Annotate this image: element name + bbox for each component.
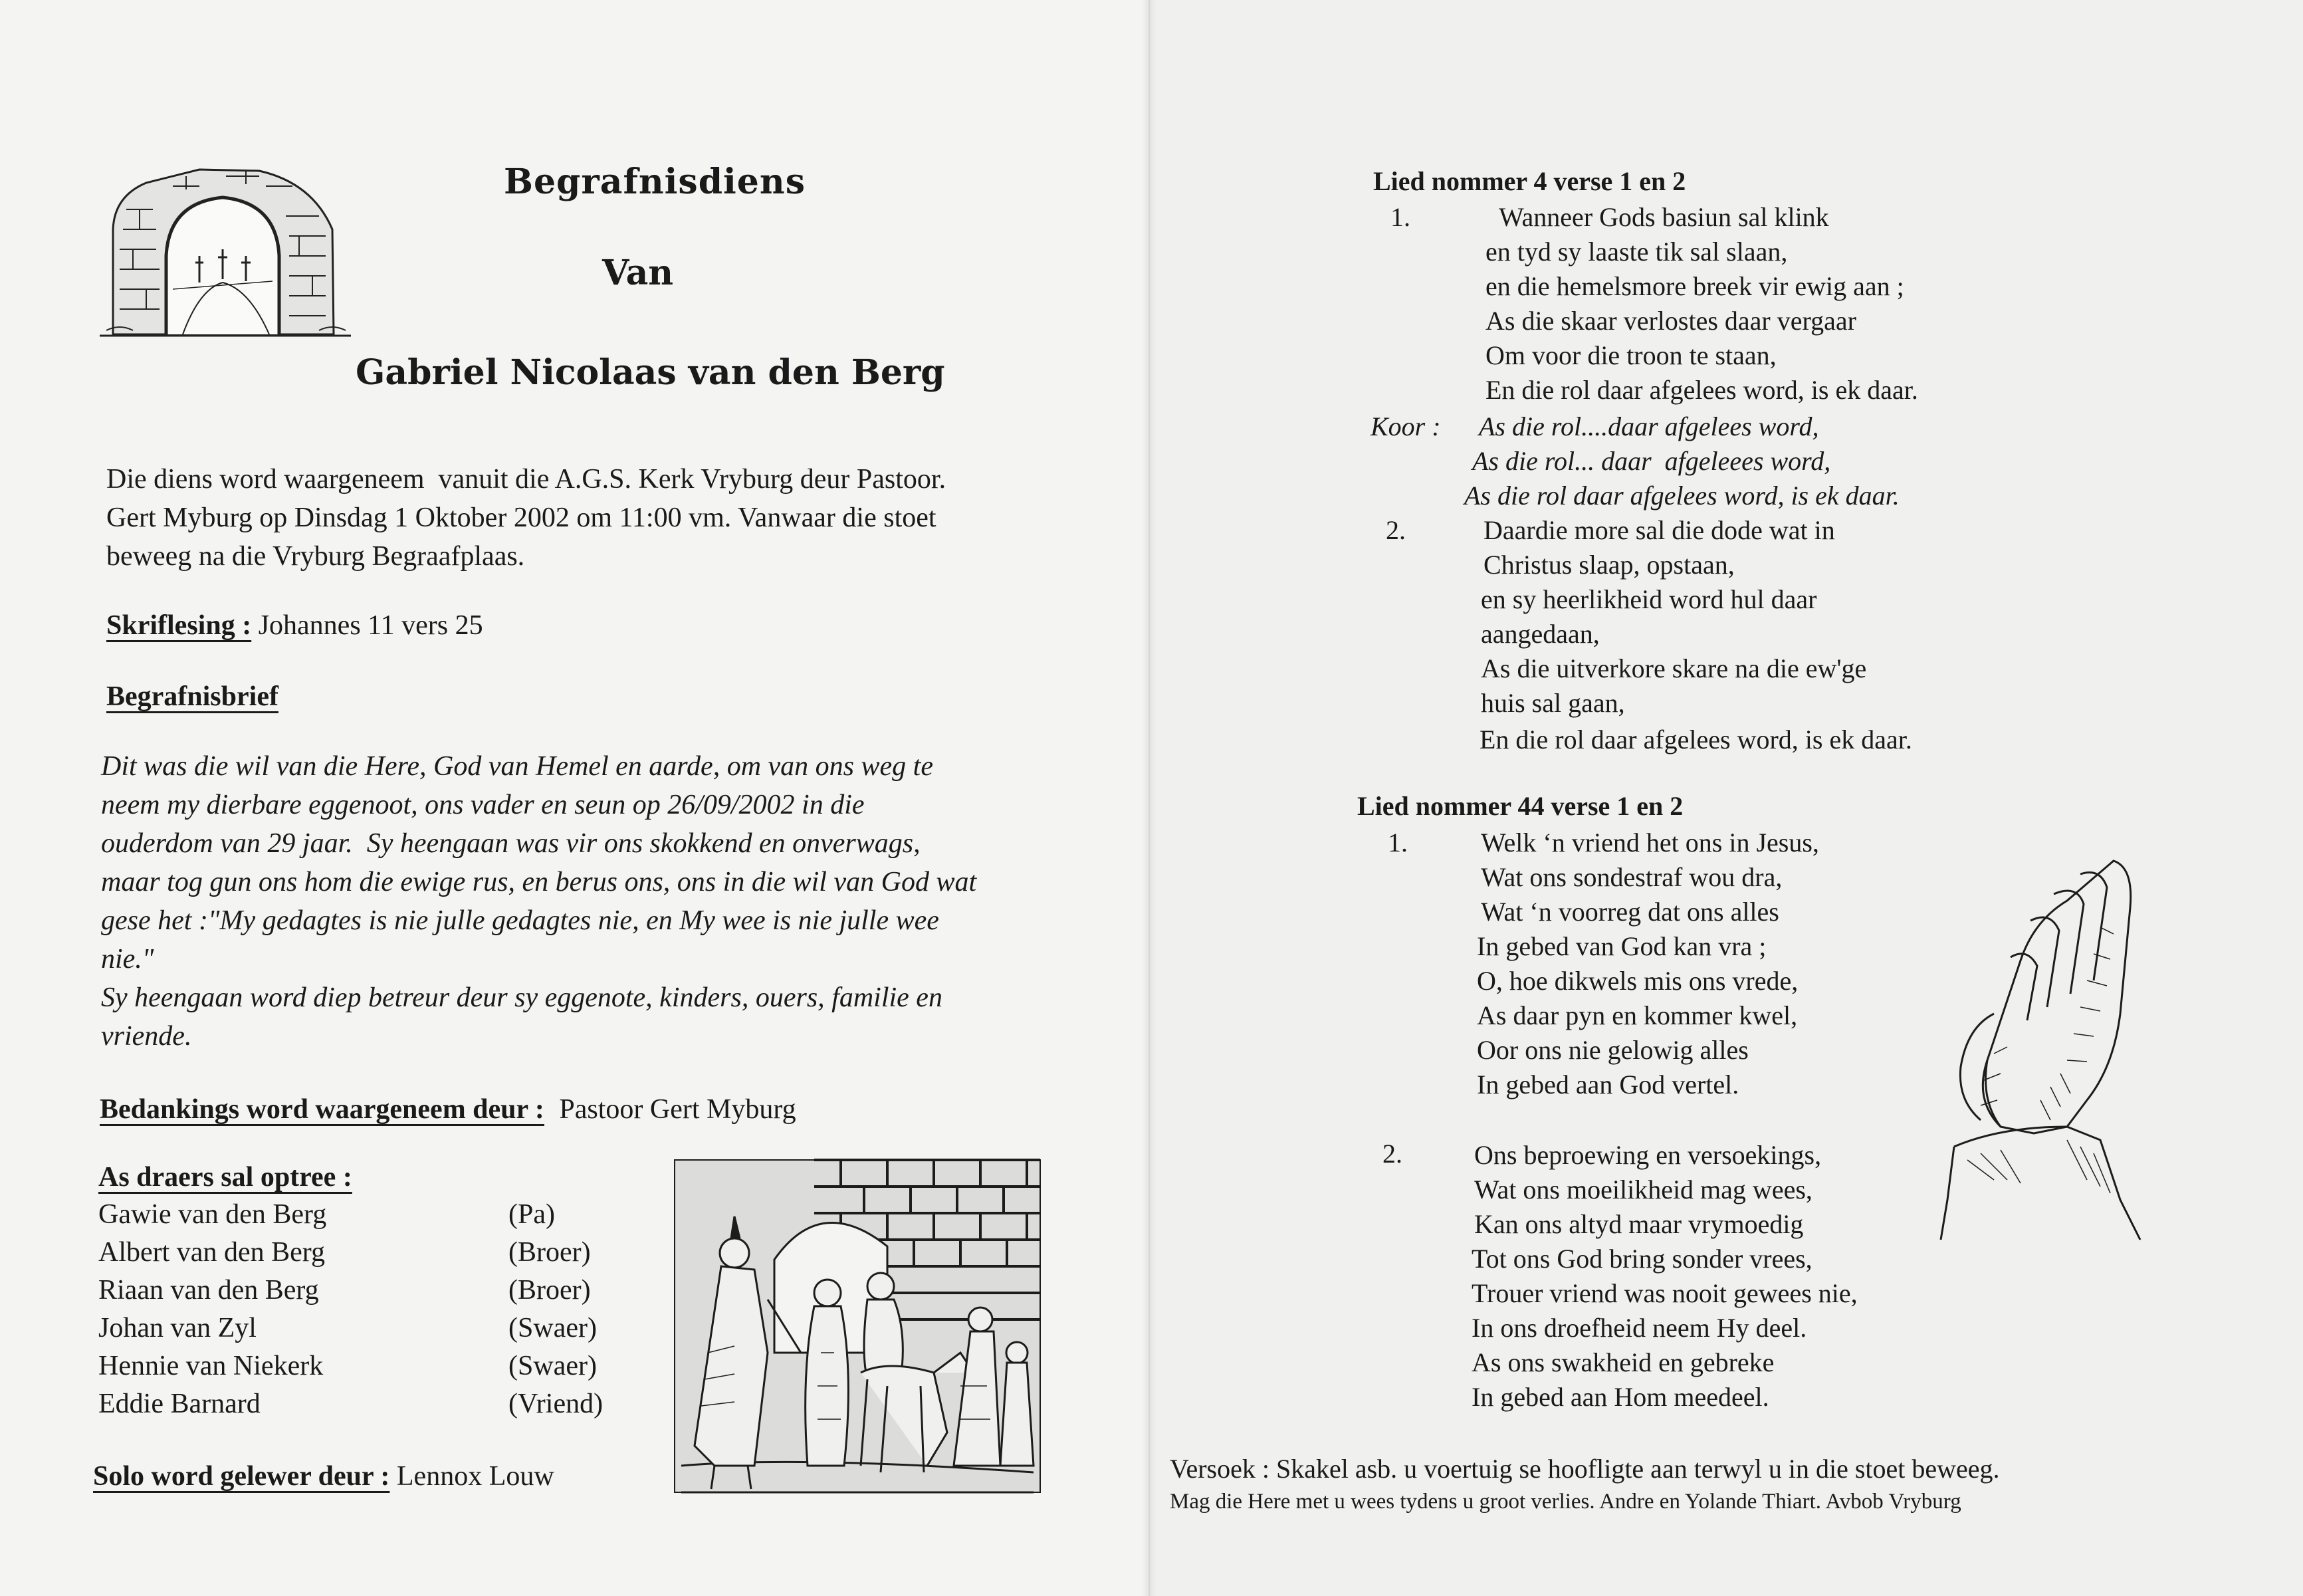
- intro-line: beweeg na die Vryburg Begraafplaas.: [106, 541, 525, 572]
- scripture-value: Johannes 11 vers 25: [258, 610, 483, 641]
- hymn-line: As ons swakheid en gebreke: [1472, 1347, 1775, 1377]
- bearer-name: Riaan van den Berg: [98, 1275, 319, 1306]
- bearer-name: Eddie Barnard: [98, 1389, 261, 1419]
- hymn-line: As die uitverkore skare na die ew'ge: [1481, 653, 1867, 683]
- hymn1-title: Lied nommer 4 verse 1 en 2: [1373, 166, 1686, 196]
- letter-line: neem my dierbare eggenoot, ons vader en seun op 26/09/2002 in die: [101, 790, 865, 820]
- letter-heading: Begrafnisbrief: [106, 681, 278, 712]
- bearer-relation: (Pa): [508, 1199, 555, 1230]
- hymn-line: As daar pyn en kommer kwel,: [1477, 1000, 1798, 1030]
- hymn-line: Christus slaap, opstaan,: [1483, 550, 1735, 580]
- letter-line: ouderdom van 29 jaar. Sy heengaan was vir ons skokkend en onverwags,: [101, 828, 921, 859]
- hymn-line: In ons droefheid neem Hy deel.: [1472, 1313, 1807, 1343]
- hymn-line: Wanneer Gods basiun sal klink: [1499, 202, 1829, 232]
- thanks-line: [100, 1095, 796, 1123]
- hymn-line: en die hemelsmore breek vir ewig aan ;: [1485, 271, 1904, 301]
- hymn-line: Oor ons nie gelowig alles: [1477, 1035, 1749, 1065]
- van-line: Van: [602, 253, 674, 293]
- chorus-line: As die rol daar afgelees word, is ek daar.: [1464, 481, 1900, 511]
- hymn-line: Om voor die troon te staan,: [1485, 340, 1777, 370]
- scripture-label: Skriflesing :: [106, 610, 252, 641]
- bearer-name: Albert van den Berg: [98, 1237, 325, 1268]
- letter-line: gese het :"My gedagtes is nie julle gedagtes nie, en My wee is nie julle wee: [101, 905, 939, 936]
- bearers-heading: As draers sal optree :: [98, 1162, 352, 1193]
- blessing-line: Mag die Here met u wees tydens u groot verlies. Andre en Yolande Thiart. Avbob Vryburg: [1170, 1490, 1961, 1514]
- hymn-line: Wat ons moeilikheid mag wees,: [1474, 1175, 1812, 1204]
- hymn2-title: Lied nommer 44 verse 1 en 2: [1357, 791, 1684, 821]
- intro-line: Gert Myburg op Dinsdag 1 Oktober 2002 om 11:00 vm. Vanwaar die stoet: [106, 503, 936, 533]
- hymn1-verse1-number: 1.: [1390, 202, 1410, 232]
- hymn-line: In gebed aan Hom meedeel.: [1472, 1382, 1769, 1412]
- thanks-value: Pastoor Gert Myburg: [559, 1094, 796, 1125]
- bearer-relation: (Broer): [508, 1275, 591, 1306]
- hymn-line: en sy heerlikheid word hul daar: [1481, 584, 1817, 614]
- letter-line: vriende.: [101, 1021, 192, 1052]
- hymn-line: Daardie more sal die dode wat in: [1483, 515, 1835, 545]
- hymn-line: As die skaar verlostes daar vergaar: [1485, 306, 1856, 336]
- request-line: Versoek : Skakel asb. u voertuig se hoofligte aan terwyl u in die stoet beweeg.: [1170, 1454, 2000, 1484]
- intro-line: Die diens word waargeneem vanuit die A.G.S. Kerk Vryburg deur Pastoor.: [106, 464, 946, 495]
- procession-illustration: [668, 1153, 1047, 1499]
- page-fold: [1142, 0, 1156, 1596]
- solo-value: Lennox Louw: [396, 1461, 554, 1492]
- bearer-name: Gawie van den Berg: [98, 1199, 327, 1230]
- hymn1-verse2-number: 2.: [1386, 515, 1406, 545]
- bearer-name: Johan van Zyl: [98, 1313, 257, 1343]
- letter-line: nie.": [101, 944, 154, 974]
- hymn-line: en tyd sy laaste tik sal slaan,: [1485, 237, 1788, 267]
- hymn-line: In gebed van God kan vra ;: [1477, 931, 1767, 961]
- hymn-line: Wat ons sondestraf wou dra,: [1481, 862, 1783, 892]
- service-title: Begrafnisdiens: [504, 162, 806, 202]
- hymn-line: Trouer vriend was nooit gewees nie,: [1472, 1278, 1858, 1308]
- bearer-relation: (Swaer): [508, 1351, 597, 1381]
- hymn-line: Welk ‘n vriend het ons in Jesus,: [1481, 828, 1819, 857]
- hymn-line: aangedaan,: [1481, 619, 1600, 649]
- letter-line: Sy heengaan word diep betreur deur sy eggenote, kinders, ouers, familie en: [101, 982, 942, 1013]
- hymn-line: Tot ons God bring sonder vrees,: [1472, 1244, 1812, 1274]
- hymn-line: huis sal gaan,: [1481, 688, 1625, 718]
- solo-line: [93, 1462, 554, 1490]
- bearer-relation: (Vriend): [508, 1389, 603, 1419]
- thanks-label: Bedankings word waargeneem deur :: [100, 1094, 544, 1125]
- chorus-line: As die rol... daar afgeleees word,: [1472, 446, 1831, 476]
- letter-line: maar tog gun ons hom die ewige rus, en berus ons, ons in die wil van God wat: [101, 867, 977, 897]
- hymn-line: En die rol daar afgelees word, is ek daar.: [1485, 375, 1918, 405]
- letter-line: Dit was die wil van die Here, God van Hemel en aarde, om van ons weg te: [101, 751, 933, 782]
- stone-archway-illustration: [100, 156, 351, 342]
- hymn-line: O, hoe dikwels mis ons vrede,: [1477, 966, 1799, 996]
- hymn-line: In gebed aan God vertel.: [1477, 1070, 1739, 1099]
- hymn-line: Kan ons altyd maar vrymoedig: [1474, 1209, 1804, 1239]
- praying-hands-illustration: [1901, 848, 2167, 1246]
- bearer-relation: (Broer): [508, 1237, 591, 1268]
- hymn2-verse2-number: 2.: [1382, 1139, 1402, 1169]
- hymn-line: Wat ‘n voorreg dat ons alles: [1481, 897, 1779, 927]
- chorus-label: Koor :: [1371, 411, 1441, 441]
- hymn-line: Ons beproewing en versoekings,: [1474, 1140, 1822, 1170]
- bearer-name: Hennie van Niekerk: [98, 1351, 324, 1381]
- scripture-reading: [106, 612, 483, 639]
- deceased-name: Gabriel Nicolaas van den Berg: [356, 352, 945, 393]
- hymn-line: En die rol daar afgelees word, is ek daar.: [1480, 725, 1912, 754]
- bearer-relation: (Swaer): [508, 1313, 597, 1343]
- hymn2-verse1-number: 1.: [1388, 828, 1408, 857]
- chorus-line: As die rol....daar afgelees word,: [1479, 411, 1819, 441]
- solo-label: Solo word gelewer deur :: [93, 1461, 390, 1492]
